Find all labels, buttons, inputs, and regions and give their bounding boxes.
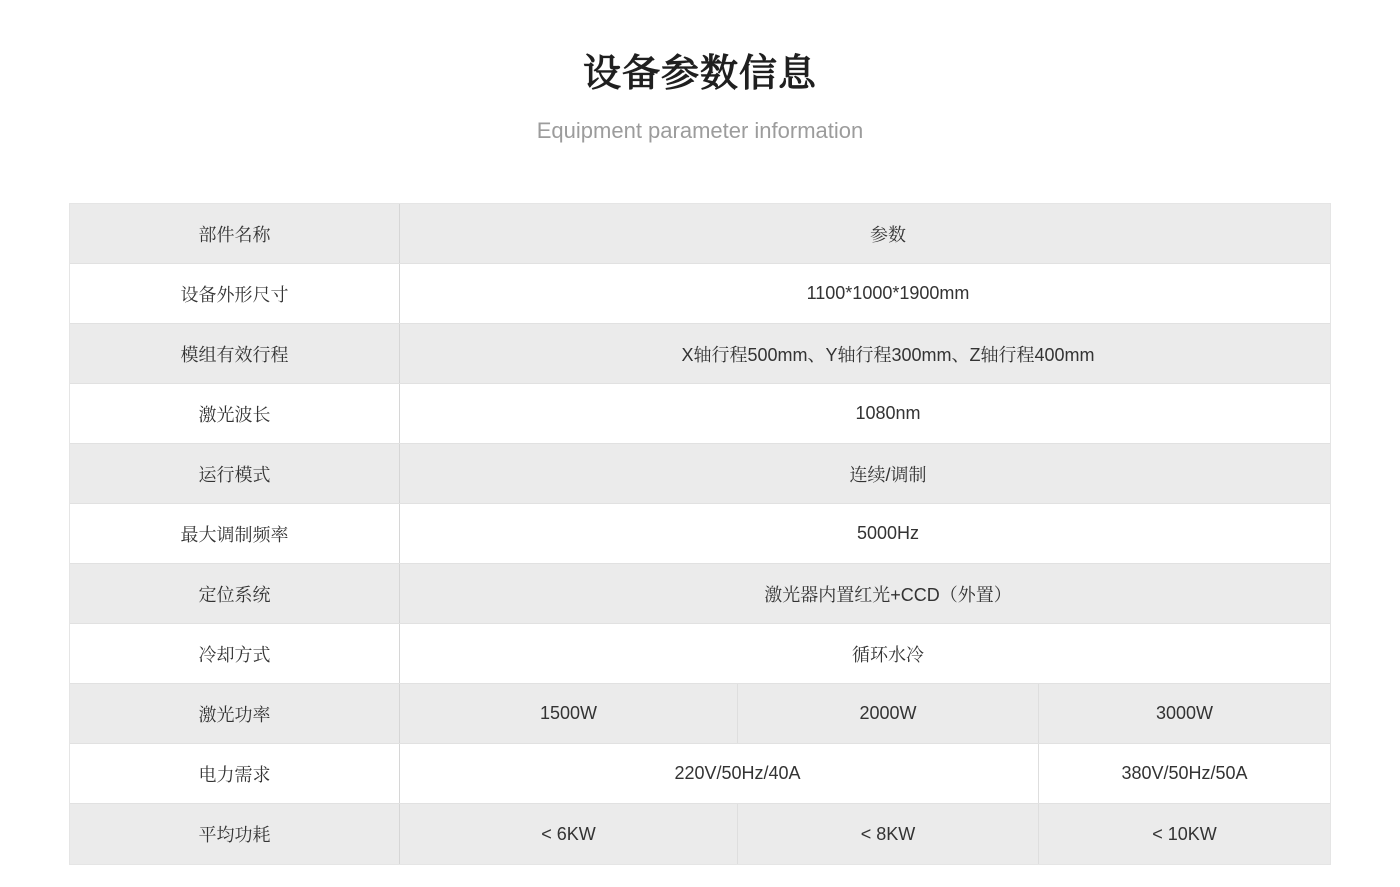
row-value-cell: < 10KW — [1038, 804, 1330, 864]
row-value-cell: < 6KW — [541, 823, 596, 844]
table-header-row — [70, 204, 1330, 264]
row-value-cell: 380V/50Hz/50A — [1038, 744, 1330, 803]
table-row — [70, 804, 1330, 864]
row-name-cell: 平均功耗 — [70, 804, 400, 864]
row-value-cell: 循环水冷 — [852, 644, 924, 665]
table-row — [70, 384, 1330, 444]
row-name-cell: 冷却方式 — [70, 624, 400, 683]
row-name-cell: 定位系统 — [70, 564, 400, 623]
row-value-cell: 连续/调制 — [849, 464, 927, 485]
row-name-cell: 最大调制频率 — [70, 504, 400, 563]
row-value-cell: 1100*1000*1900mm — [806, 283, 970, 303]
row-name-cell: 激光波长 — [70, 384, 400, 443]
row-value-cell: 1500W — [539, 703, 598, 723]
table-row — [70, 564, 1330, 624]
row-value-cell: < 8KW — [737, 804, 1038, 864]
row-value-cell: 220V/50Hz/40A — [674, 763, 801, 783]
table-row — [70, 504, 1330, 564]
row-value-cell: X轴行程500mm、Y轴行程300mm、Z轴行程400mm — [681, 344, 1095, 365]
row-value-cell: 激光器内置红光+CCD（外置） — [764, 584, 1012, 605]
row-value-cell: 1080nm — [855, 403, 921, 423]
row-value-cell: 3000W — [1038, 684, 1330, 743]
row-name-cell: 激光功率 — [70, 684, 400, 743]
table-row — [70, 624, 1330, 684]
row-name-cell: 模组有效行程 — [70, 324, 400, 383]
row-value-cell: 2000W — [737, 684, 1038, 743]
table-row — [70, 324, 1330, 384]
row-value-cell: 5000Hz — [856, 523, 920, 543]
spec-table — [69, 203, 1331, 865]
table-row — [70, 264, 1330, 324]
row-name-cell: 电力需求 — [70, 744, 400, 803]
table-row — [70, 444, 1330, 504]
header-name-cell: 部件名称 — [70, 204, 400, 263]
table-row — [70, 684, 1330, 744]
page-subtitle: Equipment parameter information — [536, 118, 864, 143]
row-name-cell: 运行模式 — [70, 444, 400, 503]
page-title: 设备参数信息 — [582, 53, 817, 95]
header-value-cell: 参数 — [870, 224, 906, 245]
row-name-cell: 设备外形尺寸 — [70, 264, 400, 323]
table-row — [70, 744, 1330, 804]
